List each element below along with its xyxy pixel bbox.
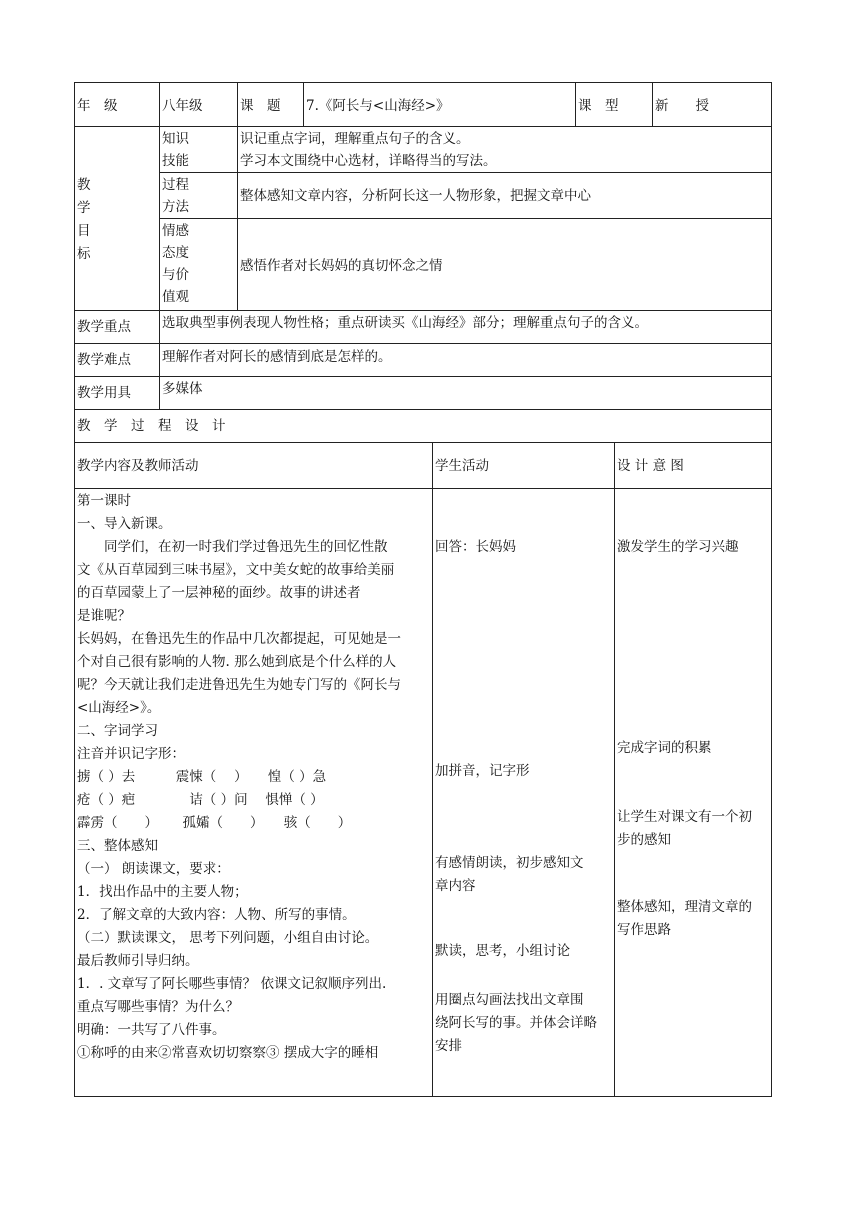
content-line: 注音并识记字形： <box>77 746 185 762</box>
column-content-header: 教学内容及教师活动 <box>77 458 199 474</box>
student-activity: 有感情朗读，初步感知文 <box>435 855 584 871</box>
content-line: 的百草园蒙上了一层神秘的面纱。故事的讲述者 <box>77 585 361 601</box>
objectives-label-2: 学 <box>77 200 91 216</box>
content-line: 是谁呢？ <box>77 608 131 624</box>
design-intent: 写作思路 <box>617 922 671 938</box>
student-activity: 默读，思考，小组讨论 <box>435 943 570 959</box>
column-intent-header: 设 计 意 图 <box>617 458 684 474</box>
content-line: 同学们，在初一时我们学过鲁迅先生的回忆性散 <box>77 539 388 555</box>
design-intent: 让学生对课文有一个初 <box>617 809 752 825</box>
topic-value: 7.《阿长与<山海经>》 <box>306 98 450 114</box>
student-activity: 用圈点勾画法找出文章围 <box>435 992 584 1008</box>
content-line: 重点写哪些事情？为什么？ <box>77 999 239 1015</box>
content-line: 疮（ ）疤 诘（ ）问 惧惮（ ） <box>77 792 324 808</box>
objectives-label-1: 教 <box>77 177 91 193</box>
key-point-text: 选取典型事例表现人物性格；重点研读买《山海经》部分；理解重点句子的含义。 <box>162 315 648 331</box>
grade-value: 八年级 <box>162 98 203 114</box>
objectives-label-4: 标 <box>77 246 91 262</box>
type-label: 课 型 <box>578 98 619 114</box>
student-activity: 章内容 <box>435 878 476 894</box>
emotion-label-2: 态度 <box>162 245 189 261</box>
type-value: 新 授 <box>655 98 709 114</box>
knowledge-label-2: 技能 <box>162 153 189 169</box>
content-line: 2．了解文章的大致内容：人物、所写的事情。 <box>77 907 356 923</box>
process-label-1: 过程 <box>162 177 189 193</box>
content-line: 一、导入新课。 <box>77 516 172 532</box>
topic-label: 课 题 <box>240 98 281 114</box>
difficulty-text: 理解作者对阿长的感情到底是怎样的。 <box>162 349 392 365</box>
content-line: （一） 朗读课文，要求： <box>77 861 230 877</box>
content-line: 呢？今天就让我们走进鲁迅先生为她专门写的《阿长与 <box>77 677 401 693</box>
content-line: ①称呼的由来②常喜欢切切察察③ 摆成大字的睡相 <box>77 1045 379 1061</box>
content-line: 明确：一共写了八件事。 <box>77 1022 226 1038</box>
content-line: 长妈妈，在鲁迅先生的作品中几次都提起，可见她是一 <box>77 631 401 647</box>
content-line: 个对自己很有影响的人物. 那么她到底是个什么样的人 <box>77 654 397 670</box>
content-line: 掳（ ）去 震悚（ ） 惶（ ）急 <box>77 769 327 785</box>
student-activity: 安排 <box>435 1038 462 1054</box>
content-line: 文《从百草园到三味书屋》，文中美女蛇的故事给美丽 <box>77 562 395 578</box>
objectives-label-3: 目 <box>77 223 91 239</box>
process-text: 整体感知文章内容，分析阿长这一人物形象，把握文章中心 <box>240 188 591 204</box>
emotion-label-4: 值观 <box>162 289 189 305</box>
tools-label: 教学用具 <box>77 385 131 401</box>
content-line: 最后教师引导归纳。 <box>77 953 199 969</box>
content-line: 1．. 文章写了阿长哪些事情？ 依课文记叙顺序列出. <box>77 976 387 992</box>
design-intent: 步的感知 <box>617 832 671 848</box>
tools-text: 多媒体 <box>162 381 203 397</box>
content-line: 二、字词学习 <box>77 723 158 739</box>
design-intent: 激发学生的学习兴趣 <box>617 539 739 555</box>
process-label-2: 方法 <box>162 199 189 215</box>
knowledge-label-1: 知识 <box>162 131 189 147</box>
content-line: <山海经>》。 <box>77 700 161 716</box>
knowledge-line-2: 学习本文围绕中心选材，详略得当的写法。 <box>240 153 497 169</box>
student-activity: 绕阿长写的事。并体会详略 <box>435 1015 597 1031</box>
emotion-label-1: 情感 <box>162 223 189 239</box>
process-design-title: 教 学 过 程 设 计 <box>77 418 226 434</box>
difficulty-label: 教学难点 <box>77 352 131 368</box>
design-intent: 整体感知，理清文章的 <box>617 899 752 915</box>
knowledge-line-1: 识记重点字词，理解重点句子的含义。 <box>240 131 470 147</box>
emotion-label-3: 与价 <box>162 267 189 283</box>
content-line: 霹雳（ ） 孤孀（ ） 骇（ ） <box>77 815 352 831</box>
column-student-header: 学生活动 <box>435 458 489 474</box>
student-activity: 回答：长妈妈 <box>435 539 516 555</box>
design-intent: 完成字词的积累 <box>617 740 712 756</box>
content-line: （二）默读课文， 思考下列问题，小组自由讨论。 <box>77 930 379 946</box>
student-activity: 加拼音，记字形 <box>435 763 530 779</box>
content-line: 三、整体感知 <box>77 838 158 854</box>
grade-label: 年 级 <box>77 98 118 114</box>
content-line: 1．找出作品中的主要人物； <box>77 884 248 900</box>
key-point-label: 教学重点 <box>77 319 131 335</box>
content-line: 第一课时 <box>77 493 131 509</box>
emotion-text: 感悟作者对长妈妈的真切怀念之情 <box>240 258 443 274</box>
